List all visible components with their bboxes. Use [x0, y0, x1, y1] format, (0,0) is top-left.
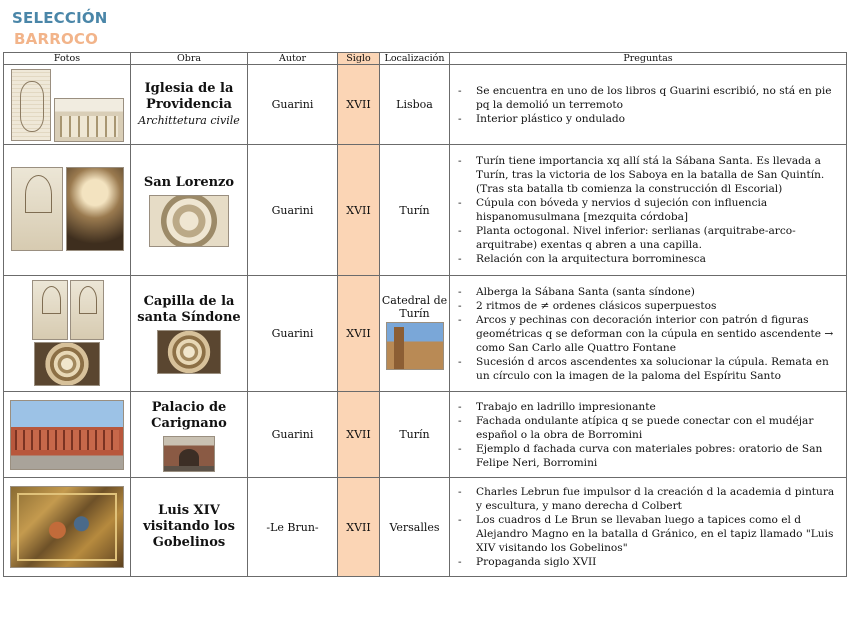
preguntas-list [454, 485, 842, 569]
fotos-cell [4, 276, 131, 392]
obra-cell [131, 145, 248, 276]
photo-section-drawing [11, 167, 63, 251]
photo-interior [66, 167, 124, 251]
list-item: - Ejemplo d fachada curva con materiales pobres: oratorio de San Felipe Neri, Borromini [476, 442, 842, 470]
preguntas-list [454, 154, 842, 266]
siglo-cell: XVII [338, 392, 380, 478]
photo-turin-cathedral [386, 322, 444, 370]
column-header-localizacion: Localización [380, 53, 450, 65]
photo-tapestry [10, 486, 124, 568]
page-subtitle: BARROCO [14, 30, 99, 48]
list-item: - Cúpula con bóveda y nervios d sujeción con influencia hispanomusulmana [mezquita córdoba] [476, 196, 842, 224]
photo-dome [157, 330, 221, 374]
obra-cell [131, 478, 248, 577]
list-item: - Sucesión d arcos ascendentes xa solucionar la cúpula. Remata en un círculo con la imagen de la paloma del Espíritu Santo [476, 355, 842, 383]
artworks-table [3, 52, 847, 577]
obra-cell [131, 392, 248, 478]
localizacion-cell: Versalles [380, 478, 450, 577]
list-item: - Arcos y pechinas con decoración interior con patrón d figuras geométricas q se deforman con la cúpula en sentido ascendente → como San Carlo alle Quattro Fontane [476, 313, 842, 355]
preguntas-cell [450, 478, 847, 577]
localizacion-cell: Lisboa [380, 65, 450, 145]
column-header-preguntas: Preguntas [450, 53, 847, 65]
obra-subtitle: Archittetura civile [138, 113, 240, 127]
obra-title: Luis XIV visitando los Gobelinos [143, 503, 235, 550]
preguntas-list [454, 400, 842, 470]
preguntas-cell [450, 392, 847, 478]
fotos-cell [4, 145, 131, 276]
photo-section-drawing [70, 280, 104, 340]
photo-facade-drawing [54, 98, 124, 142]
preguntas-list [454, 285, 842, 383]
table-row [4, 145, 847, 276]
preguntas-list [454, 84, 842, 126]
photo-section-drawing [32, 280, 68, 340]
autor-cell: -Le Brun- [248, 478, 338, 577]
list-item: - Alberga la Sábana Santa (santa síndone) [476, 285, 842, 299]
localizacion-cell [380, 276, 450, 392]
obra-title: Capilla de la santa Síndone [137, 294, 241, 325]
siglo-cell: XVII [338, 65, 380, 145]
page-title: SELECCIÓN [12, 9, 108, 27]
preguntas-cell [450, 65, 847, 145]
photo-palace [10, 400, 124, 470]
list-item: - Los cuadros d Le Brun se llevaban luego a tapices como el d Alejandro Magno en la batalla d Gránico, en el tapiz llamado "Luis XIV visitando los Gobelinos" [476, 513, 842, 555]
obra-cell [131, 65, 248, 145]
obra-title: San Lorenzo [143, 175, 235, 190]
localizacion-text: Catedral de Turín [381, 294, 448, 320]
photo-dome [34, 342, 100, 386]
list-item: - 2 ritmos de ≠ ordenes clásicos superpuestos [476, 299, 842, 313]
column-header-siglo: Siglo [338, 53, 380, 65]
photo-courtyard [163, 436, 215, 472]
preguntas-cell [450, 145, 847, 276]
list-item: - Charles Lebrun fue impulsor d la creación d la academia d pintura y escultura, y mano derecha d Colbert [476, 485, 842, 513]
fotos-cell [4, 65, 131, 145]
column-header-obra: Obra [131, 53, 248, 65]
obra-title: Iglesia de la Providencia [144, 80, 234, 112]
list-item: - Fachada ondulante atípica q se puede conectar con el mudéjar español o la obra de Borromini [476, 414, 842, 442]
preguntas-cell [450, 276, 847, 392]
autor-cell: Guarini [248, 65, 338, 145]
list-item: - Turín tiene importancia xq allí stá la Sábana Santa. Es llevada a Turín, tras la victoria de los Saboya en la batalla de San Quintín. (Tras sta batalla tb comienza la construcción dl Escorial) [476, 154, 842, 196]
siglo-cell: XVII [338, 145, 380, 276]
localizacion-cell: Turín [380, 145, 450, 276]
photo-plan-drawing [11, 69, 51, 141]
table-row [4, 65, 847, 145]
photo-cupola-plan [149, 195, 229, 247]
table-row [4, 392, 847, 478]
column-header-autor: Autor [248, 53, 338, 65]
list-item: - Interior plástico y ondulado [476, 112, 842, 126]
fotos-cell [4, 392, 131, 478]
fotos-cell [4, 478, 131, 577]
autor-cell: Guarini [248, 145, 338, 276]
localizacion-cell: Turín [380, 392, 450, 478]
autor-cell: Guarini [248, 392, 338, 478]
autor-cell: Guarini [248, 276, 338, 392]
list-item: - Propaganda siglo XVII [476, 555, 842, 569]
list-item: - Relación con la arquitectura borrominesca [476, 252, 842, 266]
siglo-cell: XVII [338, 276, 380, 392]
table-row [4, 276, 847, 392]
list-item: - Planta octogonal. Nivel inferior: serlianas (arquitrabe-arco-arquitrabe) exentas q abren a una capilla. [476, 224, 842, 252]
table-header-row [4, 53, 847, 65]
column-header-fotos: Fotos [4, 53, 131, 65]
list-item: - Se encuentra en uno de los libros q Guarini escribió, no stá en pie pq la demolió un terremoto [476, 84, 842, 112]
list-item: - Trabajo en ladrillo impresionante [476, 400, 842, 414]
table-row [4, 478, 847, 577]
obra-title: Palacio de Carignano [151, 400, 227, 431]
obra-cell [131, 276, 248, 392]
siglo-cell: XVII [338, 478, 380, 577]
